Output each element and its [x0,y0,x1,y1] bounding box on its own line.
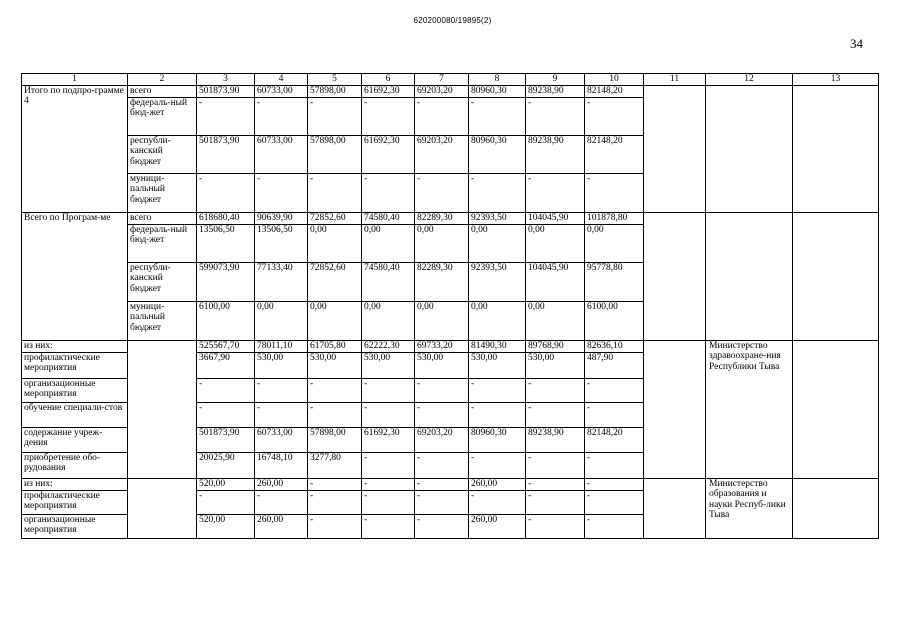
empty-cell-13 [793,478,879,538]
empty-cell-13 [793,85,879,212]
empty-cell-11 [644,340,706,478]
value-cell: 78011,10 [255,340,308,352]
empty-cell-12 [706,212,793,340]
value-cell: - [415,490,469,514]
value-cell: 0,00 [585,224,644,262]
value-cell: - [308,402,362,427]
value-cell: 0,00 [469,224,526,262]
value-cell: - [362,97,415,135]
value-cell: 6100,00 [585,301,644,340]
empty-cell-11 [644,212,706,340]
value-cell: 80960,30 [469,85,526,97]
value-cell: 6100,00 [197,301,255,340]
value-cell: 69203,20 [415,427,469,452]
ministry-name: Министерство здравоохране-ния Республики Тыва [706,340,793,478]
value-cell: 0,00 [308,301,362,340]
value-cell: 260,00 [469,478,526,490]
value-cell: 92393,50 [469,212,526,224]
value-cell: - [197,402,255,427]
header-cell: 2 [128,74,197,86]
value-cell: 0,00 [415,224,469,262]
header-cell: 4 [255,74,308,86]
value-cell: - [526,452,585,478]
value-cell: - [585,490,644,514]
empty-cell-13 [793,212,879,340]
activity-name: организационные мероприятия [22,378,128,402]
value-cell: 0,00 [362,224,415,262]
value-cell: - [415,452,469,478]
value-cell: - [415,378,469,402]
value-cell: 60733,00 [255,135,308,173]
value-cell: 13506,50 [197,224,255,262]
value-cell: 0,00 [469,301,526,340]
value-cell: 61705,80 [308,340,362,352]
budget-table [21,73,879,539]
table-row [22,478,879,490]
value-cell: 92393,50 [469,262,526,301]
value-cell: 20025,90 [197,452,255,478]
value-cell: 530,00 [469,352,526,378]
value-cell: 530,00 [308,352,362,378]
value-cell: 82636,10 [585,340,644,352]
empty-cell-13 [793,340,879,478]
funding-source [128,478,197,538]
value-cell: - [585,514,644,538]
value-cell: 90639,90 [255,212,308,224]
value-cell: - [362,173,415,212]
value-cell: 13506,50 [255,224,308,262]
value-cell: - [469,402,526,427]
value-cell: - [197,490,255,514]
value-cell: 530,00 [255,352,308,378]
funding-source: всего [128,212,197,224]
header-row [22,74,879,86]
value-cell: - [197,97,255,135]
value-cell: 487,90 [585,352,644,378]
value-cell: - [308,378,362,402]
value-cell: - [308,490,362,514]
empty-cell-12 [706,85,793,212]
value-cell: - [415,173,469,212]
table-row [22,340,879,352]
value-cell: 0,00 [255,301,308,340]
value-cell: - [255,378,308,402]
value-cell: 74580,40 [362,262,415,301]
value-cell: 74580,40 [362,212,415,224]
value-cell: - [585,378,644,402]
funding-source: всего [128,85,197,97]
value-cell: - [255,97,308,135]
value-cell: - [526,378,585,402]
header-cell: 12 [706,74,793,86]
value-cell: 82289,30 [415,212,469,224]
value-cell: - [526,490,585,514]
activity-name: профилактические мероприятия [22,490,128,514]
funding-source [128,340,197,478]
value-cell: - [469,97,526,135]
value-cell: 60733,00 [255,85,308,97]
value-cell: 530,00 [526,352,585,378]
value-cell: 57898,00 [308,427,362,452]
funding-source: республи-канский бюджет [128,135,197,173]
table-row [22,85,879,97]
value-cell: - [469,378,526,402]
value-cell: - [415,478,469,490]
activity-name: профилактические мероприятия [22,352,128,378]
value-cell: 501873,90 [197,427,255,452]
value-cell: 0,00 [526,301,585,340]
value-cell: - [585,173,644,212]
value-cell: - [415,97,469,135]
funding-source: муници-пальный бюджет [128,173,197,212]
value-cell: - [415,514,469,538]
value-cell: 530,00 [362,352,415,378]
value-cell: 80960,30 [469,135,526,173]
value-cell: 89238,90 [526,135,585,173]
subtotal-label: из них: [22,478,128,490]
value-cell: - [526,402,585,427]
value-cell: - [308,478,362,490]
value-cell: - [526,478,585,490]
table-row [22,212,879,224]
header-cell: 11 [644,74,706,86]
value-cell: 520,00 [197,514,255,538]
value-cell: - [362,452,415,478]
value-cell: - [362,402,415,427]
value-cell: 501873,90 [197,85,255,97]
header-cell: 10 [585,74,644,86]
value-cell: 530,00 [415,352,469,378]
value-cell: 101878,80 [585,212,644,224]
value-cell: 61692,30 [362,427,415,452]
value-cell: 72852,60 [308,212,362,224]
header-cell: 1 [22,74,128,86]
funding-source: федераль-ный бюд-жет [128,224,197,262]
value-cell: 0,00 [415,301,469,340]
header-cell: 13 [793,74,879,86]
value-cell: 61692,30 [362,135,415,173]
value-cell: - [362,478,415,490]
value-cell: 0,00 [308,224,362,262]
value-cell: 62222,30 [362,340,415,352]
value-cell: - [308,97,362,135]
value-cell: 501873,90 [197,135,255,173]
value-cell: 520,00 [197,478,255,490]
value-cell: 77133,40 [255,262,308,301]
value-cell: - [526,173,585,212]
value-cell: 89768,90 [526,340,585,352]
value-cell: 3277,80 [308,452,362,478]
ministry-name: Министерство образования и науки Респуб-лики Тыва [706,478,793,538]
value-cell: 0,00 [526,224,585,262]
value-cell: - [526,514,585,538]
value-cell: 69203,20 [415,135,469,173]
page-number: 34 [850,36,863,51]
header-cell: 3 [197,74,255,86]
value-cell: 82289,30 [415,262,469,301]
value-cell: - [362,378,415,402]
value-cell: - [469,452,526,478]
value-cell: 57898,00 [308,85,362,97]
value-cell: - [469,490,526,514]
value-cell: 69733,20 [415,340,469,352]
funding-source: муници-пальный бюджет [128,301,197,340]
empty-cell-11 [644,85,706,212]
value-cell: - [585,402,644,427]
value-cell: 89238,90 [526,85,585,97]
value-cell: 57898,00 [308,135,362,173]
value-cell: - [362,514,415,538]
value-cell: - [585,478,644,490]
value-cell: - [308,173,362,212]
empty-cell-11 [644,478,706,538]
activity-name: организационные мероприятия [22,514,128,538]
value-cell: - [585,97,644,135]
value-cell: 80960,30 [469,427,526,452]
value-cell: 525567,70 [197,340,255,352]
activity-name: содержание учреж-дения [22,427,128,452]
header-cell: 8 [469,74,526,86]
value-cell: - [585,452,644,478]
value-cell: 0,00 [362,301,415,340]
value-cell: 81490,30 [469,340,526,352]
funding-source: республи-канский бюджет [128,262,197,301]
value-cell: - [526,97,585,135]
value-cell: - [255,490,308,514]
section-label: Итого по подпро-грамме 4 [22,85,128,212]
activity-name: обучение специали-стов [22,402,128,427]
funding-source: федераль-ный бюд-жет [128,97,197,135]
value-cell: 61692,30 [362,85,415,97]
value-cell: 69203,20 [415,85,469,97]
subtotal-label: из них: [22,340,128,352]
value-cell: - [255,402,308,427]
value-cell: - [362,490,415,514]
value-cell: 72852,60 [308,262,362,301]
header-cell: 7 [415,74,469,86]
table-body [22,74,879,539]
value-cell: 82148,20 [585,85,644,97]
value-cell: 104045,90 [526,212,585,224]
section-label: Всего по Програм-ме [22,212,128,340]
value-cell: 104045,90 [526,262,585,301]
value-cell: 260,00 [255,478,308,490]
value-cell: 89238,90 [526,427,585,452]
header-cell: 9 [526,74,585,86]
activity-name: приобретение обо-рудования [22,452,128,478]
value-cell: 60733,00 [255,427,308,452]
value-cell: - [469,173,526,212]
header-cell: 5 [308,74,362,86]
value-cell: 95778,80 [585,262,644,301]
value-cell: - [308,514,362,538]
value-cell: - [415,402,469,427]
value-cell: 599073,90 [197,262,255,301]
value-cell: - [197,378,255,402]
value-cell: 16748,10 [255,452,308,478]
value-cell: 82148,20 [585,135,644,173]
value-cell: - [255,173,308,212]
header-cell: 6 [362,74,415,86]
value-cell: - [197,173,255,212]
value-cell: 3667,90 [197,352,255,378]
value-cell: 82148,20 [585,427,644,452]
value-cell: 260,00 [255,514,308,538]
document-id: 620200080/19895(2) [413,16,492,25]
value-cell: 618680,40 [197,212,255,224]
value-cell: 260,00 [469,514,526,538]
